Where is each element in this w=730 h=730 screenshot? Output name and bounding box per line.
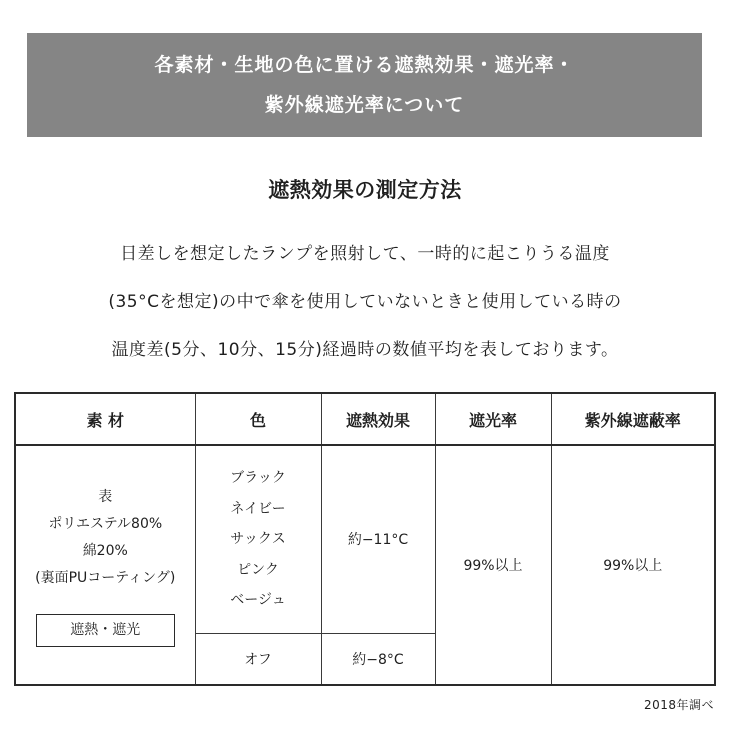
header-material: 素 材 xyxy=(15,393,195,445)
color-cell-off: オフ xyxy=(195,633,321,685)
uv-value-cell: 99%以上 xyxy=(551,445,715,685)
color-item: ベージュ xyxy=(230,592,286,608)
color-list-cell xyxy=(195,445,321,633)
header-heat: 遮熱効果 xyxy=(321,393,435,445)
spec-table xyxy=(14,392,716,686)
description-line-2: (35°Cを想定)の中で傘を使用していないときと使用している時の xyxy=(108,292,622,312)
material-tag: 遮熱・遮光 xyxy=(36,614,175,647)
material-cell xyxy=(15,445,195,685)
color-item: ピンク xyxy=(237,561,279,578)
description-line-1: 日差しを想定したランプを照射して、一時的に起こりうる温度 xyxy=(120,244,610,264)
banner-line-2: 紫外線遮光率について xyxy=(264,94,465,116)
material-line-2: ポリエステル80% xyxy=(48,515,163,532)
material-line-1: 表 xyxy=(98,488,113,505)
section-title: 遮熱効果の測定方法 xyxy=(268,178,462,202)
header-color: 色 xyxy=(195,393,321,445)
material-line-4: (裏面PUコーティング) xyxy=(35,569,176,586)
color-item: ブラック xyxy=(230,470,286,486)
title-banner xyxy=(27,33,702,137)
color-item: サックス xyxy=(230,531,286,547)
shading-value-cell: 99%以上 xyxy=(435,445,551,685)
heat-value-cell-off: 約−8°C xyxy=(321,633,435,685)
header-shading: 遮光率 xyxy=(435,393,551,445)
heat-value-cell: 約−11°C xyxy=(321,445,435,633)
banner-line-1: 各素材・生地の色に置ける遮熱効果・遮光率・ xyxy=(154,54,575,76)
description xyxy=(0,230,730,374)
table-header-row xyxy=(15,393,715,445)
color-item: ネイビー xyxy=(230,500,286,517)
material-line-3: 綿20% xyxy=(82,542,128,559)
table-row xyxy=(15,445,715,633)
header-uv: 紫外線遮蔽率 xyxy=(551,393,715,445)
survey-footnote: 2018年調べ xyxy=(643,698,714,712)
description-line-3: 温度差(5分、10分、15分)経過時の数値平均を表しております。 xyxy=(111,340,619,360)
